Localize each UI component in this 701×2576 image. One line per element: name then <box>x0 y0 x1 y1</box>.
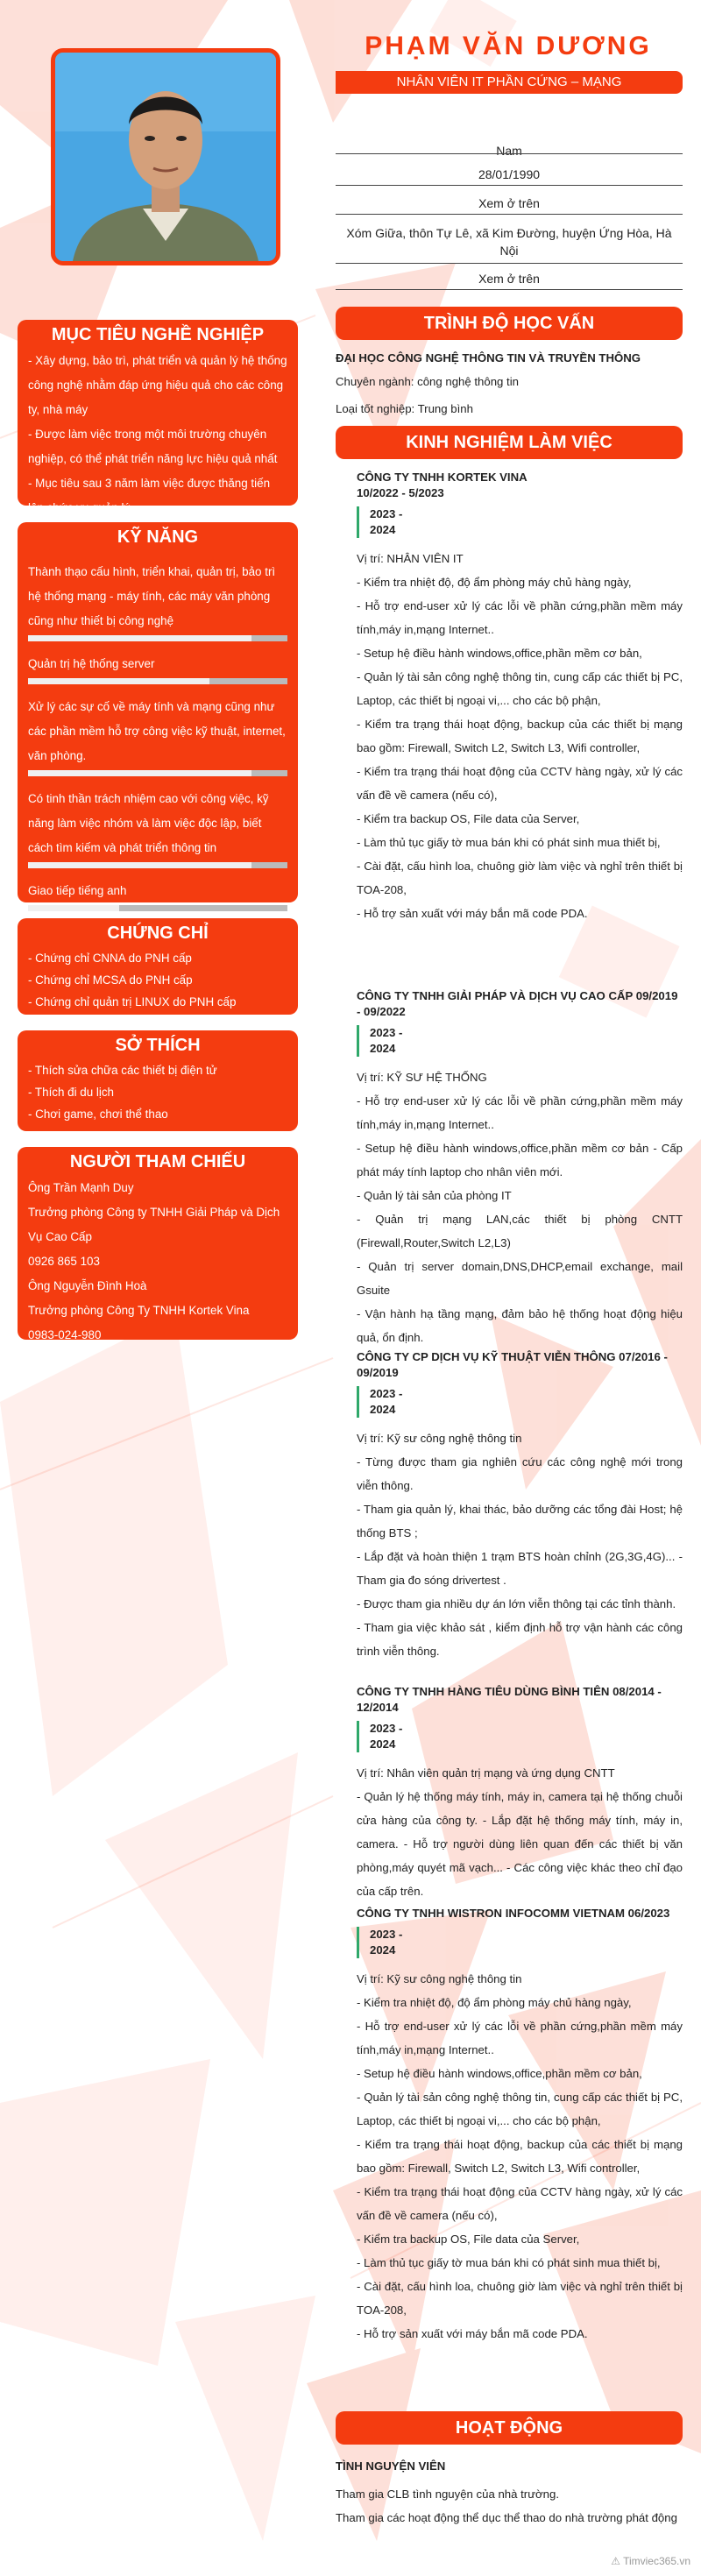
contact: Xem ở trên <box>336 272 683 290</box>
reference-line: Trưởng phòng Công Ty TNHH Kortek Vina <box>28 1304 250 1317</box>
job-entry <box>357 1906 683 2346</box>
skill-name: Có tinh thần trách nhiệm cao với công việc, kỹ năng làm việc nhóm và làm việc độc lập, biết cách tìm kiếm và phát triển thông tin <box>28 792 269 854</box>
certificate-item: - Chứng chỉ CNNA do PNH cấp <box>28 952 192 965</box>
job-duty: - Kiểm tra backup OS, File data của Server, <box>357 812 580 825</box>
job-duty: - Kiểm tra trạng thái hoạt động của CCTV hàng ngày, xử lý các vấn đề về camera (nếu có), <box>357 765 683 802</box>
job-period: 10/2022 - 5/2023 <box>357 486 444 499</box>
profile-photo-frame <box>51 48 280 265</box>
job-years: 2023 - 2024 <box>357 506 405 538</box>
hobby-item: - Chơi game, chơi thể thao <box>28 1108 168 1121</box>
hobbies-box <box>18 1030 298 1131</box>
skill-bar <box>28 635 287 641</box>
reference-line: Ông Nguyễn Đình Hoà <box>28 1279 147 1292</box>
job-duty: - Kiểm tra trạng thái hoạt động, backup của các thiết bị mạng bao gồm: Firewall, Switch L2, Switch L3, Wifi controller, <box>357 2138 683 2175</box>
job-duty: - Làm thủ tục giấy tờ mua bán khi có phát sinh mua thiết bị, <box>357 2256 661 2269</box>
skills-title: KỸ NĂNG <box>117 527 199 547</box>
certificate-item: - Chứng chỉ quản trị LINUX do PNH cấp <box>28 995 237 1008</box>
job-duty: - Được tham gia nhiều dự án lớn viễn thông tại các tỉnh thành. <box>357 1597 676 1610</box>
skills-box <box>18 522 298 902</box>
job-duty: - Quản trị mạng LAN,các thiết bị phòng CNTT (Firewall,Router,Switch L2,L3) <box>357 1213 683 1249</box>
skill-bar <box>28 678 287 684</box>
current-address: Xem ở trên <box>336 196 683 215</box>
references-title: NGƯỜI THAM CHIẾU <box>69 1152 246 1171</box>
skill-name: Thành thạo cấu hình, triển khai, quản trị, bảo trì hệ thống mạng - máy tính, các máy văn phòng cũng như thiết bị công nghệ <box>28 565 276 627</box>
job-role: Vị trí: Nhân viên quản trị mạng và ứng dụng CNTT <box>357 1766 615 1780</box>
job-duty: - Quản lý tài sản của phòng IT <box>357 1189 512 1202</box>
job-years: 2023 - 2024 <box>357 1386 405 1418</box>
education-heading: TRÌNH ĐỘ HỌC VẤN <box>336 307 683 340</box>
hobbies-title: SỞ THÍCH <box>115 1036 201 1055</box>
hometown: Xóm Giữa, thôn Tự Lê, xã Kim Đường, huyện Ứng Hòa, Hà Nội <box>336 224 683 264</box>
job-duty: - Setup hệ điều hành windows,office,phần mềm cơ bản - Cấp phát máy tính laptop cho nhân viên mới. <box>357 1142 683 1178</box>
reference-line: Ông Trần Mạnh Duy <box>28 1181 134 1194</box>
objective-line: - Xây dựng, bảo trì, phát triển và quản lý hệ thống công nghệ nhằm đáp ứng hiệu quả cho các công ty, nhà máy <box>28 354 287 416</box>
activities-subheading: TÌNH NGUYỆN VIÊN <box>336 2459 446 2473</box>
education-school: ĐẠI HỌC CÔNG NGHỆ THÔNG TIN VÀ TRUYỀN THÔNG <box>336 351 641 364</box>
job-duty: - Tham gia việc khảo sát , kiểm định hỗ trợ vận hành các công trình viễn thông. <box>357 1621 683 1658</box>
job-company: CÔNG TY CP DỊCH VỤ KỸ THUẬT VIỄN THÔNG 07/2016 - 09/2019 <box>357 1350 668 1379</box>
job-years: 2023 - 2024 <box>357 1721 405 1752</box>
reference-line: 0983-024-980 <box>28 1328 102 1341</box>
objective-box <box>18 320 298 514</box>
job-entry <box>357 988 683 1349</box>
job-duty: - Kiểm tra backup OS, File data của Server, <box>357 2233 580 2246</box>
job-role: Vị trí: NHÂN VIÊN IT <box>357 552 464 565</box>
watermark: ⚠ Timviec365.vn <box>611 2555 690 2567</box>
job-duty: - Kiểm tra nhiệt độ, độ ẩm phòng máy chủ hàng ngày, <box>357 576 632 589</box>
job-entry <box>357 470 683 925</box>
job-duty: - Tham gia quản lý, khai thác, bảo dưỡng các tổng đài Host; hệ thống BTS ; <box>357 1503 683 1539</box>
info-divider <box>336 153 683 154</box>
skill-name: Quản trị hệ thống server <box>28 657 155 670</box>
job-role: Vị trí: Kỹ sư công nghệ thông tin <box>357 1972 522 1985</box>
job-duty: - Quản lý hệ thống máy tính, máy in, camera tại hệ thống chuỗi cửa hàng của công ty. - Lắp đặt hệ thống máy tính, máy in, camera. - Hỗ trợ người dùng liên quan đến các thiết bị văn phòng,máy quyét mã vạch... - Các công việc khác theo chỉ đạo của cấp trên. <box>357 1790 683 1898</box>
objective-title: MỤC TIÊU NGHỀ NGHIỆP <box>51 325 265 344</box>
skill-name: Giao tiếp tiếng anh <box>28 884 127 897</box>
job-duty: - Làm thủ tục giấy tờ mua bán khi có phát sinh mua thiết bị, <box>357 836 661 849</box>
references-box <box>18 1147 298 1340</box>
job-duty: - Cài đặt, cấu hình loa, chuông giờ làm việc và nghỉ trên thiết bị TOA-208, <box>357 2280 683 2317</box>
job-role: Vị trí: Kỹ sư công nghệ thông tin <box>357 1432 522 1445</box>
job-title: NHÂN VIÊN IT PHẦN CỨNG – MẠNG <box>336 71 683 94</box>
job-company: CÔNG TY TNHH KORTEK VINA <box>357 471 528 484</box>
certificates-box <box>18 918 298 1015</box>
reference-line: Trưởng phòng Công ty TNHH Giải Pháp và Dịch Vụ Cao Cấp <box>28 1206 280 1243</box>
job-duty: - Từng được tham gia nghiên cứu các công nghệ mới trong viễn thông. <box>357 1455 683 1492</box>
job-entry <box>357 1684 683 1903</box>
job-duty: - Hỗ trợ end-user xử lý các lỗi về phần cứng,phần mềm máy tính,máy in,mạng Internet.. <box>357 2020 683 2056</box>
education-grade: Loại tốt nghiệp: Trung bình <box>336 402 473 415</box>
job-duty: - Cài đặt, cấu hình loa, chuông giờ làm việc và nghỉ trên thiết bị TOA-208, <box>357 860 683 896</box>
job-duty: - Quản lý tài sản công nghệ thông tin, cung cấp các thiết bị PC, Laptop, các thiết bị ngoại vi,... cho các bộ phận, <box>357 670 683 707</box>
objective-line: - Mục tiêu sau 3 năm làm việc được thăng tiến lên chức vụ quản lý <box>28 477 271 514</box>
job-duty: - Kiểm tra nhiệt độ, độ ẩm phòng máy chủ hàng ngày, <box>357 1996 632 2009</box>
job-duty: - Lắp đặt và hoàn thiện 1 trạm BTS hoàn chỉnh (2G,3G,4G)... - Tham gia đo sóng drivertest . <box>357 1550 683 1587</box>
activity-line: Tham gia các hoạt động thể dục thể thao do nhà trường phát động <box>336 2511 677 2524</box>
candidate-name: PHẠM VĂN DƯƠNG <box>365 32 652 60</box>
skill-bar <box>28 770 287 776</box>
skill-bar <box>28 862 287 868</box>
job-duty: - Hỗ trợ end-user xử lý các lỗi về phần cứng,phần mềm máy tính,máy in,mạng Internet.. <box>357 1094 683 1131</box>
job-years: 2023 - 2024 <box>357 1025 405 1057</box>
profile-photo <box>55 53 276 261</box>
skill-bar <box>28 905 287 911</box>
job-duty: - Setup hệ điều hành windows,office,phần mềm cơ bản, <box>357 2067 642 2080</box>
job-role: Vị trí: KỸ SƯ HỆ THỐNG <box>357 1071 487 1084</box>
job-duty: - Kiểm tra trạng thái hoạt động của CCTV hàng ngày, xử lý các vấn đề về camera (nếu có), <box>357 2185 683 2222</box>
reference-line: 0926 865 103 <box>28 1255 100 1268</box>
job-duty: - Hỗ trợ sản xuất với máy bắn mã code PDA. <box>357 907 588 920</box>
gender: Nam <box>496 144 522 158</box>
job-entry <box>357 1349 683 1663</box>
job-duty: - Hỗ trợ end-user xử lý các lỗi về phần cứng,phần mềm máy tính,máy in,mạng Internet.. <box>357 599 683 636</box>
skill-name: Xử lý các sự cố về máy tính và mạng cũng như các phần mềm hỗ trợ công việc kỹ thuật, internet, văn phòng. <box>28 700 286 762</box>
job-company: CÔNG TY TNHH HÀNG TIÊU DÙNG BÌNH TIÊN 08/2014 - 12/2014 <box>357 1685 662 1714</box>
experience-heading: KINH NGHIỆM LÀM VIỆC <box>336 426 683 459</box>
job-years: 2023 - 2024 <box>357 1927 405 1958</box>
activities-heading: HOẠT ĐỘNG <box>336 2411 683 2445</box>
job-duty: - Quản lý tài sản công nghệ thông tin, cung cấp các thiết bị PC, Laptop, các thiết bị ngoại vi,... cho các bộ phận, <box>357 2091 683 2127</box>
hobby-item: - Thích đi du lịch <box>28 1086 114 1099</box>
job-duty: - Quản trị server domain,DNS,DHCP,email exchange, mail Gsuite <box>357 1260 683 1297</box>
hobby-item: - Thích sửa chữa các thiết bị điện tử <box>28 1064 217 1077</box>
education-major: Chuyên ngành: công nghệ thông tin <box>336 375 519 388</box>
job-duty: - Kiểm tra trạng thái hoạt động, backup của các thiết bị mạng bao gồm: Firewall, Switch L2, Switch L3, Wifi controller, <box>357 718 683 754</box>
job-company: CÔNG TY TNHH WISTRON INFOCOMM VIETNAM 06/2023 <box>357 1907 670 1920</box>
job-duty: - Hỗ trợ sản xuất với máy bắn mã code PDA. <box>357 2327 588 2340</box>
certificate-item: - Chứng chỉ MCSA do PNH cấp <box>28 973 193 987</box>
objective-line: - Được làm việc trong một môi trường chuyên nghiệp, có thể phát triển năng lực hiệu quả nhất <box>28 428 278 465</box>
activity-line: Tham gia CLB tình nguyện của nhà trường. <box>336 2488 559 2501</box>
job-company: CÔNG TY TNHH GIẢI PHÁP VÀ DỊCH VỤ CAO CẤP 09/2019 - 09/2022 <box>357 989 678 1018</box>
job-duty: - Setup hệ điều hành windows,office,phần mềm cơ bản, <box>357 647 642 660</box>
certificates-title: CHỨNG CHỈ <box>107 924 209 943</box>
job-duty: - Vận hành hạ tầng mạng, đảm bảo hệ thống hoạt động hiệu quả, ổn định. <box>357 1307 683 1344</box>
birthdate: 28/01/1990 <box>336 167 683 186</box>
